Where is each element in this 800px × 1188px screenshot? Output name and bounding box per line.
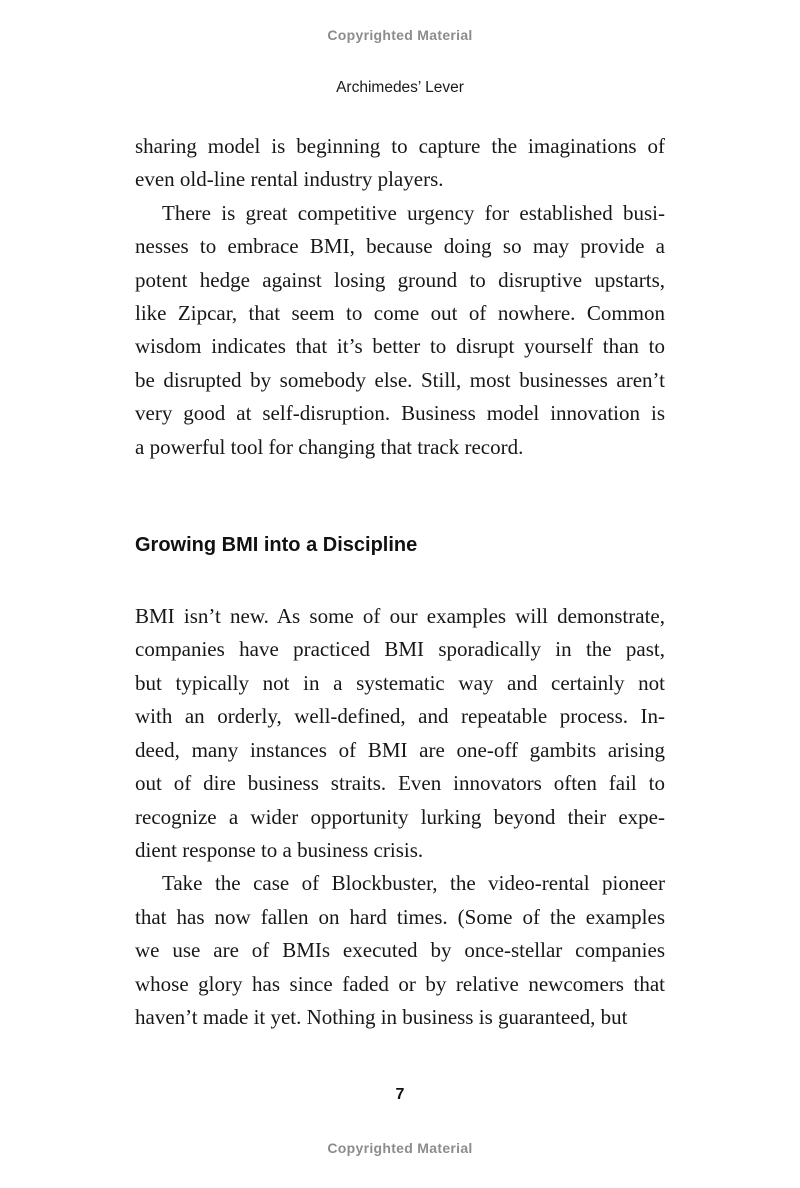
text-line: nesses to embrace BMI, because doing so may provide a <box>135 234 665 259</box>
text-line: like Zipcar, that seem to come out of nowhere. Common <box>135 301 665 326</box>
text-line: very good at self-disruption. Business model innovation is <box>135 401 665 426</box>
text-line: be disrupted by somebody else. Still, most businesses aren’t <box>135 367 665 392</box>
text-line: BMI isn’t new. As some of our examples will demonstrate, <box>135 604 665 629</box>
text-line: but typically not in a systematic way and certainly not <box>135 670 665 695</box>
text-line: potent hedge against losing ground to disruptive upstarts, <box>135 267 665 292</box>
paragraph <box>135 867 665 1034</box>
text-line: a powerful tool for changing that track record. <box>135 434 524 459</box>
copyright-notice-bottom: Copyrighted Material <box>327 1140 473 1156</box>
text-line: wisdom indicates that it’s better to disrupt yourself than to <box>135 334 665 359</box>
text-line: sharing model is beginning to capture the imaginations of <box>135 134 665 158</box>
text-line: haven’t made it yet. Nothing in business is guaranteed, but <box>135 1004 628 1029</box>
text-line: with an orderly, well-defined, and repeatable process. In- <box>135 704 665 729</box>
text-line: that has now fallen on hard times. (Some of the examples <box>135 904 665 929</box>
body-text <box>135 130 665 1034</box>
text-line: deed, many instances of BMI are one-off gambits arising <box>135 737 665 762</box>
page-number: 7 <box>395 1086 405 1103</box>
text-line: There is great competitive urgency for established busi- <box>162 200 665 225</box>
text-line: Take the case of Blockbuster, the video-rental pioneer <box>162 871 665 896</box>
text-line: recognize a wider opportunity lurking beyond their expe- <box>135 804 665 829</box>
text-line: companies have practiced BMI sporadically in the past, <box>135 637 665 662</box>
running-header-title: Archimedes’ Lever <box>336 79 464 96</box>
text-line: dient response to a business crisis. <box>135 837 424 862</box>
text-line: we use are of BMIs executed by once-stellar companies <box>135 938 665 963</box>
copyright-notice-top: Copyrighted Material <box>327 27 473 43</box>
text-line: even old-line rental industry players. <box>135 167 444 192</box>
text-line: out of dire business straits. Even innovators often fail to <box>135 771 665 796</box>
paragraph <box>135 197 665 464</box>
paragraph <box>135 600 665 867</box>
paragraph <box>135 130 665 197</box>
section-heading: Growing BMI into a Discipline <box>135 534 418 557</box>
text-line: whose glory has since faded or by relative newcomers that <box>135 971 665 996</box>
